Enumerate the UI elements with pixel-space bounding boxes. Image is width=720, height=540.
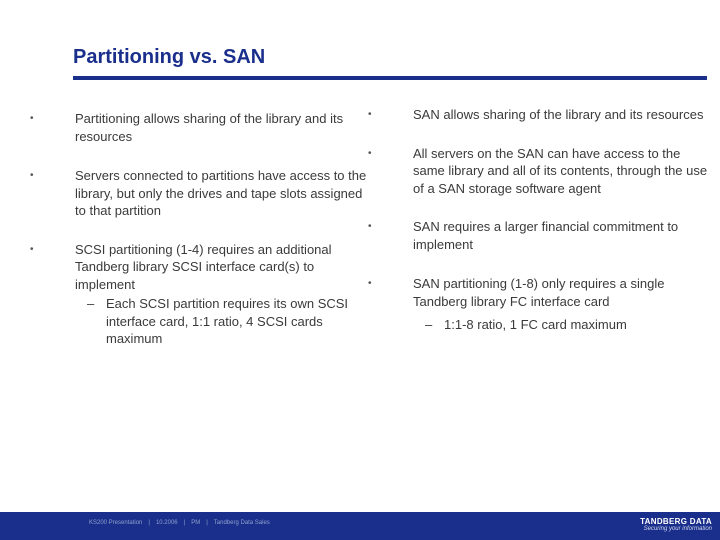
company-logo xyxy=(640,517,712,532)
left-column xyxy=(30,110,370,348)
logo-name: TANDBERG DATA xyxy=(640,517,712,526)
title-underline xyxy=(73,76,707,80)
right-column xyxy=(368,106,708,334)
right-bullet-text: SAN allows sharing of the library and its resources xyxy=(413,107,704,122)
bullet-icon: • xyxy=(30,170,34,181)
right-bullet-item xyxy=(368,145,708,198)
footer-presentation: KS200 Presentation xyxy=(89,520,143,526)
right-bullet-item xyxy=(368,218,708,253)
right-bullet-item xyxy=(368,275,708,334)
footer-department: Tandberg Data Sales xyxy=(213,520,270,526)
bullet-icon: • xyxy=(30,243,34,255)
left-bullet-item xyxy=(30,110,370,145)
logo-tagline: Securing your information xyxy=(643,526,712,532)
footer-initials: PM xyxy=(191,520,201,526)
left-bullet-text: SCSI partitioning (1-4) requires an additional Tandberg library SCSI interface card(s) to implement xyxy=(75,241,332,292)
bullet-icon: • xyxy=(368,109,372,120)
right-bullet-text: SAN partitioning (1-8) only requires a single Tandberg library FC interface card xyxy=(413,276,665,309)
left-sub-bullet-text: Each SCSI partition requires its own SCSI interface card, 1:1 ratio, 4 SCSI cards maximum xyxy=(106,296,349,346)
right-sub-bullet-text: 1:1-8 ratio, 1 FC card maximum xyxy=(444,317,627,332)
right-bullet-text: All servers on the SAN can have access to the same library and all of its contents, through the use of a SAN storage software agent xyxy=(413,145,708,196)
left-bullet-text: Servers connected to partitions have access to the library, but only the drives and tape slots assigned to that partition xyxy=(75,168,367,218)
left-bullet-item xyxy=(30,241,370,348)
left-bullet-text: Partitioning allows sharing of the library and its resources xyxy=(75,111,344,144)
bullet-icon: • xyxy=(30,113,34,124)
right-bullet-item xyxy=(368,106,708,124)
slide-title: Partitioning vs. SAN xyxy=(73,46,266,68)
bullet-icon: • xyxy=(368,147,372,159)
footer-bar xyxy=(0,512,720,540)
footer-date: 10.2006 xyxy=(155,520,178,526)
right-sub-bullet xyxy=(413,316,708,334)
right-bullet-text: SAN requires a larger financial commitment to implement xyxy=(413,219,679,252)
footer-info: KS200 Presentation | 10.2006 | PM | Tandberg Data Sales xyxy=(89,520,270,526)
bullet-icon: • xyxy=(368,221,372,232)
left-bullet-item xyxy=(30,167,370,220)
left-sub-bullet xyxy=(75,295,370,348)
dash-icon: – xyxy=(87,296,95,311)
dash-icon: – xyxy=(425,317,433,332)
bullet-icon: • xyxy=(368,278,372,289)
